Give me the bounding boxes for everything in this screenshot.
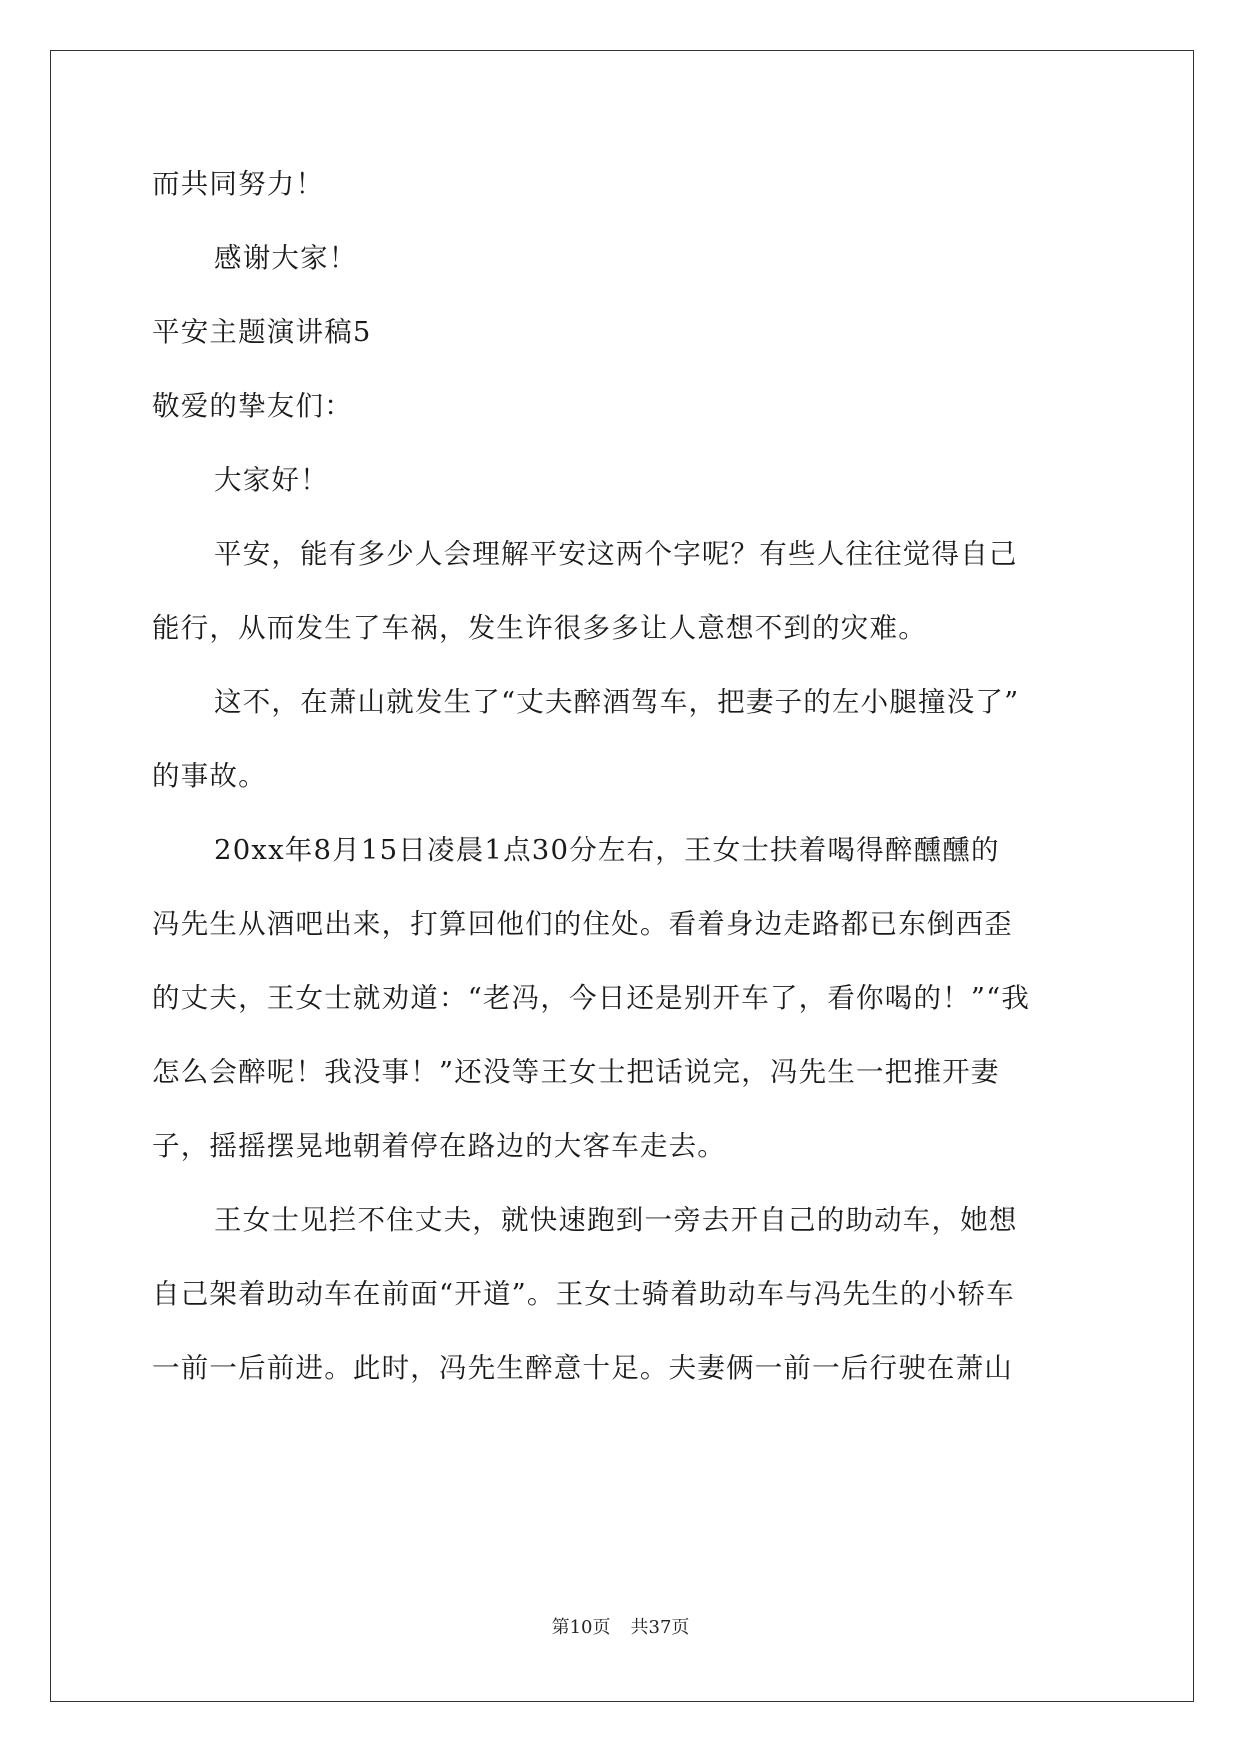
text-line: 王女士见拦不住丈夫，就快速跑到一旁去开自己的助动车，她想 [214, 1204, 1018, 1236]
text-line: 的事故。 [152, 760, 267, 792]
text-line: 感谢大家！ [214, 242, 358, 274]
text-line: 这不，在萧山就发生了“丈夫醉酒驾车，把妻子的左小腿撞没了” [214, 686, 1020, 718]
text-line: 平安，能有多少人会理解平安这两个字呢？有些人往往觉得自己 [214, 538, 1018, 570]
greeting: 大家好！ [214, 464, 329, 496]
text-line: 冯先生从酒吧出来，打算回他们的住处。看着身边走路都已东倒西歪 [152, 908, 1013, 940]
page-border [50, 50, 1194, 1702]
text-line: 自己架着助动车在前面“开道”。王女士骑着助动车与冯先生的小轿车 [152, 1278, 1015, 1310]
text-line: 子，摇摇摆晃地朝着停在路边的大客车走去。 [152, 1130, 726, 1162]
page-footer [0, 1616, 1241, 1640]
text-line: 能行，从而发生了车祸，发生许很多多让人意想不到的灾难。 [152, 612, 927, 644]
section-title: 平安主题演讲稿5 [152, 316, 372, 348]
text-line: 怎么会醉呢！我没事！”还没等王女士把话说完，冯先生一把推开妻 [152, 1056, 1000, 1088]
page-number: 第10页 [551, 1617, 611, 1638]
text-line: 20xx年8月15日凌晨1点30分左右，王女士扶着喝得醉醺醺的 [214, 834, 1000, 866]
salutation: 敬爱的挚友们： [152, 390, 353, 422]
text-line: 而共同努力！ [152, 168, 325, 200]
text-line: 的丈夫，王女士就劝道：“老冯，今日还是别开车了，看你喝的！”“我 [152, 982, 1031, 1014]
page-total: 共37页 [630, 1617, 690, 1638]
text-line: 一前一后前进。此时，冯先生醉意十足。夫妻俩一前一后行驶在萧山 [152, 1352, 1013, 1384]
